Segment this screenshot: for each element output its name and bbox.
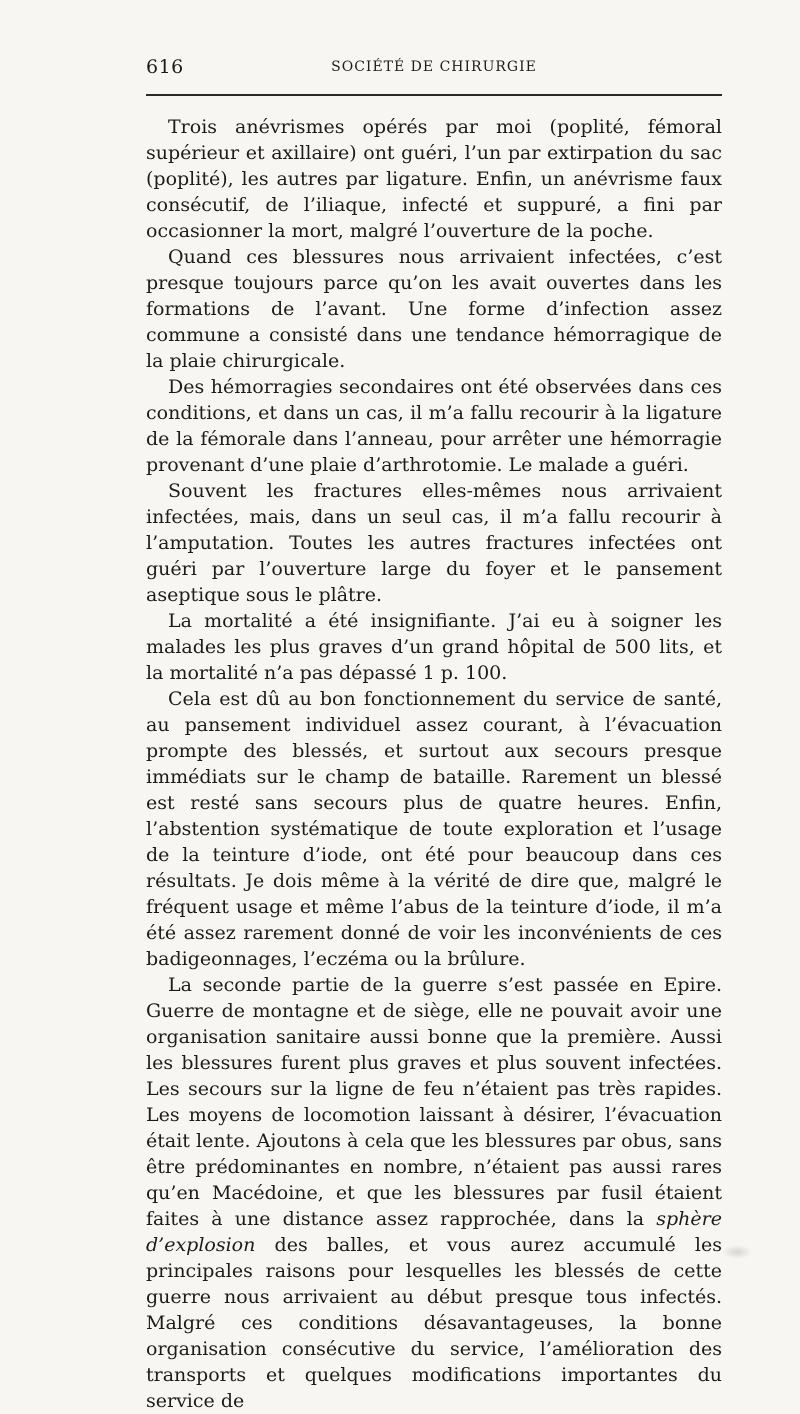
header-rule: [146, 94, 722, 96]
paragraph: Trois anévrismes opérés par moi (poplité, fémoral supérieur et axillaire) ont guéri, l’un par extirpation du sac (poplité), les autres par ligature. Enfin, un anévrisme faux consécutif, de l’iliaque, infecté et suppuré, a fini par occasionner la mort, malgré l’ouverture de la poche.: [146, 116, 722, 242]
paragraph-text: des balles, et vous aurez accumulé les principales raisons pour lesquelles les blessés de cette guerre nous arrivaient au début presque tous infectés. Malgré ces conditions désavantageuses, la bonne organisation consécutive du service, l’amélioration des transports et quelques modifications importantes du service de: [146, 1234, 722, 1412]
page-header: [146, 56, 722, 84]
paragraph: La mortalité a été insignifiante. J’ai eu à soigner les malades les plus graves d’un grand hôpital de 500 lits, et la mortalité n’a pas dépassé 1 p. 100.: [146, 610, 722, 684]
page-number: 616: [146, 56, 184, 78]
paragraph-last: [146, 972, 722, 1414]
paragraph-text: La seconde partie de la guerre s’est passée en Epire. Guerre de montagne et de siège, elle ne pouvait avoir une organisation sanitaire aussi bonne que la première. Aussi les blessures furent plus graves et plus souvent infectées. Les secours sur la ligne de feu n’étaient pas très rapides. Les moyens de locomotion laissant à désirer, l’évacuation était lente. Ajoutons à cela que les blessures par obus, sans être prédominantes en nombre, n’étaient pas aussi rares qu’en Macédoine, et que les blessures par fusil étaient faites à une distance assez rapprochée, dans la: [146, 974, 722, 1230]
body-text: [146, 114, 722, 1414]
paragraph: Cela est dû au bon fonctionnement du service de santé, au pansement individuel assez courant, à l’évacuation prompte des blessés, et surtout aux secours presque immédiats sur le champ de bataille. Rarement un blessé est resté sans secours plus de quatre heures. Enfin, l’abstention systématique de toute exploration et l’usage de la teinture d’iode, ont été pour beaucoup dans ces résultats. Je dois même à la vérité de dire que, malgré le fréquent usage et même l’abus de la teinture d’iode, il m’a été assez rarement donné de voir les inconvénients de ces badigeonnages, l’eczéma ou la brûlure.: [146, 688, 722, 970]
italic-phrase: sphère d’explosion: [146, 1208, 722, 1256]
paragraph: Des hémorragies secondaires ont été observées dans ces conditions, et dans un cas, il m’a fallu recourir à la ligature de la fémorale dans l’anneau, pour arrêter une hémorragie provenant d’une plaie d’arthrotomie. Le malade a guéri.: [146, 376, 722, 476]
ink-smudge: [722, 1245, 752, 1259]
paragraph: Quand ces blessures nous arrivaient infectées, c’est presque toujours parce qu’on les avait ouvertes dans les formations de l’avant. Une forme d’infection assez commune a consisté dans une tendance hémorragique de la plaie chirurgicale.: [146, 246, 722, 372]
running-title: SOCIÉTÉ DE CHIRURGIE: [331, 59, 537, 75]
paragraph: Souvent les fractures elles-mêmes nous arrivaient infectées, mais, dans un seul cas, il m’a fallu recourir à l’amputation. Toutes les autres fractures infectées ont guéri par l’ouverture large du foyer et le pansement aseptique sous le plâtre.: [146, 480, 722, 606]
